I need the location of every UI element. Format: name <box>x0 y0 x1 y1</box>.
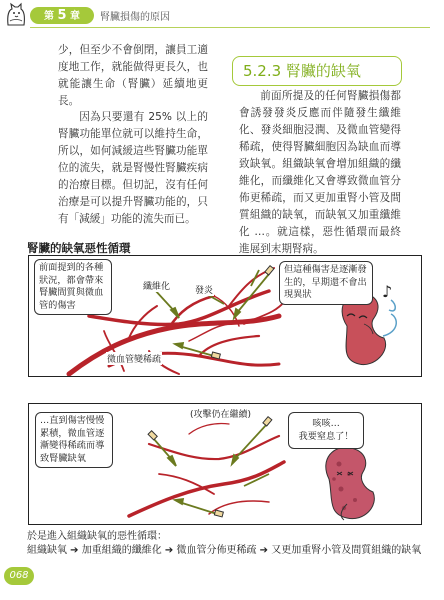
cycle-chain: 組織缺氧 ➔ 加重組織的纖維化 ➔ 微血管分佈更稀疏 ➔ 又更加重腎小管及間質組織的缺氧 <box>27 545 422 556</box>
chapter-title: 腎臟損傷的原因 <box>100 12 170 23</box>
cat-mascot-icon <box>4 1 28 27</box>
section-body: 前面所提及的任何腎臟損傷都會誘發發炎反應而伴隨發生纖維化、發炎細胞浸潤、及微血管變得稀疏，使得腎臟細胞因為缺血而導致缺氧。組織缺氧會增加組織的纖維化，而纖維化又會導致微血管分佈更稀疏，而又更加重腎小管及間質組織的缺氧，而缺氧又加重纖維化 …。就這樣，惡性循環而最終進展到末期腎病。 <box>239 90 401 255</box>
chapter-badge: 第 5 章 <box>30 7 94 24</box>
kidney-character-suffocating <box>326 447 375 520</box>
body-paragraph-2: 因為只要還有 25% 以上的腎臟功能單位就可以維持生命，所以，如何減緩這些腎臟功能單位的流失，就是腎慢性腎臟疾病的治療目標。但切記，沒有任何治療是可以提升腎臟功能的，只有「減緩」功能的流失而已。 <box>58 111 208 225</box>
caption-bubble-left: …直到傷害慢慢累積，微血管逐漸變得稀疏而導致腎臟缺氧 <box>35 412 113 468</box>
label-fibrosis: 纖維化 <box>142 279 171 292</box>
comic-panel-2 <box>28 403 422 525</box>
body-paragraph-1: 少，但至少不會倒閉，讓員工適度地工作，就能做得更長久，也就能讓生命（腎臟）延續地更長。 <box>58 44 208 107</box>
header-divider <box>30 27 430 28</box>
label-inflammation: 發炎 <box>194 283 214 296</box>
figure-title: 腎臟的缺氧惡性循環 <box>27 241 131 255</box>
section-heading-box <box>232 56 402 86</box>
section-title: 5.2.3 腎臟的缺氧 <box>243 62 361 80</box>
caption-bubble-left: 前面提到的各種狀況，都會帶來腎臟間質與微血管的傷害 <box>34 259 112 315</box>
page-number: 068 <box>4 567 34 585</box>
label-attack-continues: (攻擊仍在繼續) <box>189 407 252 420</box>
caption-bubble-right: 但這種傷害是逐漸發生的，早期還不會出現異狀 <box>279 261 373 305</box>
page-header <box>0 0 444 30</box>
music-note-icon: ♪ <box>382 282 393 301</box>
label-sparse-capillaries: 微血管變稀疏 <box>106 352 162 365</box>
cycle-intro: 於是進入組織缺氧的惡性循環： <box>27 531 167 542</box>
speech-bubble-kidney: 咳咳… 我要窒息了！ <box>288 412 364 449</box>
comic-panel-1 <box>28 255 422 377</box>
